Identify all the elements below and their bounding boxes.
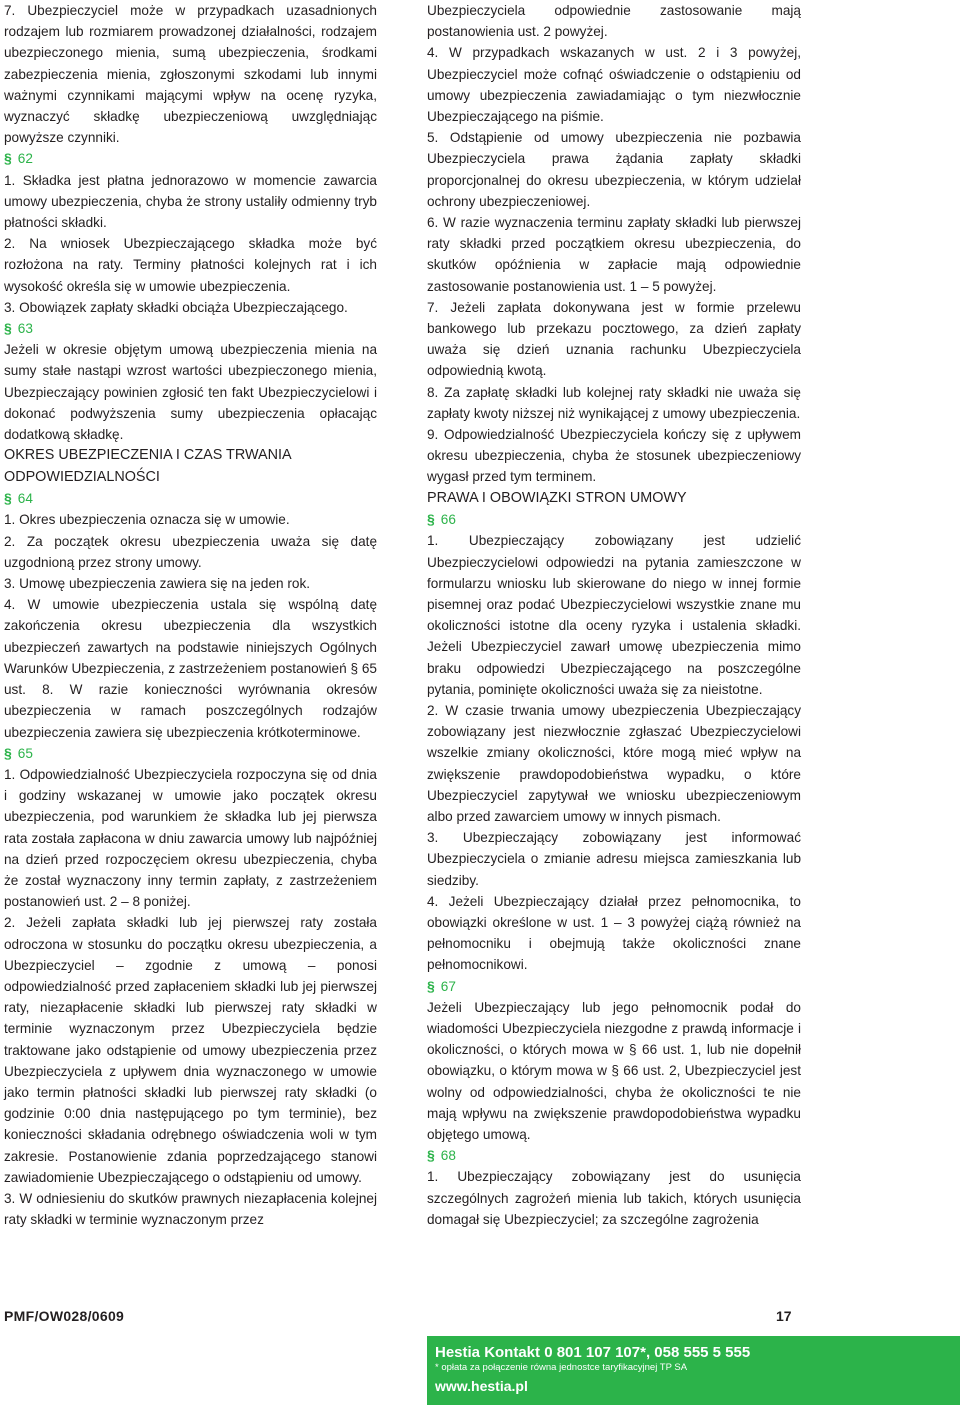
paragraph: 9. Odpowiedzialność Ubezpieczyciela kończy się z upływem okresu ubezpieczenia, chyba że stosunek ubezpieczeniowy wygasł przed tym terminem. xyxy=(427,427,801,485)
section-number-value: 67 xyxy=(440,978,456,994)
section-symbol: § xyxy=(4,490,12,507)
paragraph: Ubezpieczyciela odpowiednie zastosowanie mają postanowienia ust. 2 powyżej. xyxy=(427,3,801,40)
paragraph: 4. W przypadkach wskazanych w ust. 2 i 3 powyżej, Ubezpieczyciel może cofnąć oświadczenie o odstąpieniu od umowy ubezpieczenia zawiadamiając o tym niezwłocznie Ubezpieczającego na piśmie. xyxy=(427,45,801,125)
document-code: PMF/OW028/0609 xyxy=(4,1308,125,1324)
paragraph: 3. Ubezpieczający zobowiązany jest informować Ubezpieczyciela o zmianie adresu miejsca zamieszkania lub siedziby. xyxy=(427,830,801,888)
section-number-value: 68 xyxy=(440,1148,456,1164)
section-number xyxy=(4,743,377,764)
section-number xyxy=(4,318,377,339)
section-number xyxy=(427,976,801,997)
section-number-value: 66 xyxy=(440,512,456,528)
paragraph: 3. Umowę ubezpieczenia zawiera się na jeden rok. xyxy=(4,576,311,592)
section-symbol: § xyxy=(427,1147,435,1164)
section-number xyxy=(4,148,377,169)
paragraph: 4. W umowie ubezpieczenia ustala się wspólną datę zakończenia okresu ubezpieczenia dla wszystkich ubezpieczeń zawartych na podstawie niniejszych Ogólnych Warunków Ubezpieczenia, z zastrzeżeniem postanowień § 65 ust. 8. W razie konieczności wyrównania okresów ubezpieczenia w ramach poszczególnych rodzajów ubezpieczenia zawiera się ubezpieczenia krótkoterminowe. xyxy=(4,597,377,740)
section-number xyxy=(427,509,801,530)
section-number-value: 63 xyxy=(17,321,33,337)
paragraph: 3. W odniesieniu do skutków prawnych niezapłacenia kolejnej raty składki w terminie wyznaczonym przez xyxy=(4,1190,377,1228)
contact-banner xyxy=(427,1336,960,1405)
paragraph: 2. Na wniosek Ubezpieczającego składka może być rozłożona na raty. Terminy płatności kolejnych rat i ich wysokość określa się w umowie ubezpieczenia. xyxy=(4,236,377,294)
paragraph: Jeżeli w okresie objętym umową ubezpieczenia mienia na sumy stałe nastąpi wzrost wartości ubezpieczonego mienia, Ubezpieczający powinien zgłosić ten fakt Ubezpieczycielowi i dokonać podwyższenia sumy ubezpieczenia opłacając dodatkową składkę. xyxy=(4,342,377,443)
chapter-heading: OKRES UBEZPIECZENIA I CZAS TRWANIA ODPOWIEDZIALNOŚCI xyxy=(4,447,291,485)
paragraph: 1. Składka jest płatna jednorazowo w momencie zawarcia umowy ubezpieczenia, chyba że strony ustaliły odmienny tryb płatności składki. xyxy=(4,172,377,231)
section-symbol: § xyxy=(4,320,12,337)
paragraph: 8. Za zapłatę składki lub kolejnej raty składki nie uważa się zapłaty kwoty niższej niż wynikającej z umowy ubezpieczenia. xyxy=(427,384,801,421)
section-number xyxy=(4,488,377,509)
paragraph: 2. Jeżeli zapłata składki lub jej pierwszej raty została odroczona w stosunku do początku okresu ubezpieczenia, a Ubezpieczyciel – zgodnie z umową – ponosi odpowiedzialność przed zapłaceniem składki lub jej pierwszej raty, niezapłacenie składki lub pierwszej raty składki w terminie wyznaczonym przez Ubezpieczyciela będzie traktowane jako odstąpienie od umowy ubezpieczenia przez Ubezpieczyciela z upływem dnia wyznaczonego w umowie jako termin płatności składki lub pierwszej raty składki (o godzinie 0:00 dnia następującego po tym terminie), bez konieczności składania odrębnego oświadczenia woli w tym zakresie. Postanowienie zdania poprzedzającego stanowi zawiadomienie Ubezpieczającego o odstąpieniu od umowy. xyxy=(4,915,377,1185)
section-number xyxy=(427,1145,801,1166)
section-symbol: § xyxy=(4,744,12,761)
paragraph: 1. Ubezpieczający zobowiązany jest udzielić Ubezpieczycielowi odpowiedzi na pytania zamieszczone w formularzu wniosku lub skierowane do niego w innej formie pisemnej oraz podać Ubezpieczycielowi wszystkie znane mu okoliczności istotne dla oceny ryzyka i ustalenia składki. Jeżeli Ubezpieczyciel zawarł umowę ubezpieczenia mimo braku odpowiedzi Ubezpieczającego na poszczególne pytania, pominięte okoliczności uważa się za nieistotne. xyxy=(427,533,801,697)
section-symbol: § xyxy=(4,150,12,167)
contact-note: * opłata za połączenie równa jednostce taryfikacyjnej TP SA xyxy=(435,1362,688,1373)
section-number-value: 62 xyxy=(17,151,33,167)
paragraph: 7. Ubezpieczyciel może w przypadkach uzasadnionych rodzajem lub rozmiarem prowadzonej działalności, rodzajem ubezpieczonego mienia, sumą ubezpieczenia, środkami zabezpieczenia mienia, zgłoszonymi szkodami lub innymi ważnymi czynnikami mającymi wpływ na ocenę ryzyka, wyznaczyć składkę ubezpieczeniową uwzględniając powyższe czynniki. xyxy=(4,3,377,146)
right-column xyxy=(427,0,801,1230)
paragraph: 4. Jeżeli Ubezpieczający działał przez pełnomocnika, to obowiązki określone w ust. 1 – 3 powyżej ciążą również na pełnomocniku i obejmują także okoliczności znane pełnomocnikowi. xyxy=(427,893,801,973)
left-column xyxy=(4,0,377,1230)
paragraph: Jeżeli Ubezpieczający lub jego pełnomocnik podał do wiadomości Ubezpieczyciela niezgodne z prawdą informacje i okoliczności, o których mowa w § 66 ust. 1, lub nie dopełnił obowiązku, o którym mowa w § 66 ust. 2, Ubezpieczyciel jest wolny od odpowiedzialności, chyba że okoliczności te nie mają wpływu na zwiększenie prawdopodobieństwa wypadku objętego umową. xyxy=(427,999,801,1143)
section-symbol: § xyxy=(427,511,435,528)
paragraph: 2. W czasie trwania umowy ubezpieczenia Ubezpieczający zobowiązany jest niezwłocznie zgłaszać Ubezpieczycielowi wszelkie zmiany okoliczności, które mogą mieć wpływ na zwiększenie prawdopodobieństwa wypadku, o które Ubezpieczyciel zapytywał we wniosku ubezpieczeniowym albo przed zawarciem umowy w innych pismach. xyxy=(427,703,801,825)
chapter-heading: PRAWA I OBOWIĄZKI STRON UMOWY xyxy=(427,489,687,506)
paragraph: 3. Obowiązek zapłaty składki obciąża Ubezpieczającego. xyxy=(4,299,348,315)
paragraph: 1. Okres ubezpieczenia oznacza się w umowie. xyxy=(4,512,290,528)
section-number-value: 65 xyxy=(17,745,33,761)
paragraph: 5. Odstąpienie od umowy ubezpieczenia nie pozbawia Ubezpieczyciela prawa żądania zapłaty składki proporcjonalnej do okresu ubezpieczenia, w którym udzielał ochrony ubezpieczeniowej. xyxy=(427,130,801,209)
paragraph: 1. Odpowiedzialność Ubezpieczyciela rozpoczyna się od dnia i godziny wskazanej w umowie jako początek okresu ubezpieczenia, pod warunkiem że składka lub jej pierwsza rata została zapłacona w dniu zawarcia umowy lub najpóźniej na dzień przed rozpoczęciem okresu ubezpieczenia, chyba że został wyznaczony inny termin zapłaty, z zastrzeżeniem postanowień ust. 2 – 8 poniżej. xyxy=(4,766,377,910)
page-number: 17 xyxy=(776,1308,792,1324)
section-symbol: § xyxy=(427,977,435,994)
paragraph: 1. Ubezpieczający zobowiązany jest do usunięcia szczególnych zagrożeń mienia lub takich, których usunięcia domagał się Ubezpieczyciel; za szczególne zagrożenia xyxy=(427,1169,801,1227)
paragraph: 7. Jeżeli zapłata dokonywana jest w formie przelewu bankowego lub przekazu pocztowego, za dzień zapłaty uważa się dzień uznania rachunku Ubezpieczyciela odpowiednią kwotą. xyxy=(427,299,801,379)
paragraph: 6. W razie wyznaczenia terminu zapłaty składki lub pierwszej raty składki przed początkiem okresu ubezpieczenia, do skutków opóźnienia w zapłacie mają odpowiednie zastosowanie postanowienia ust. 1 – 5 powyżej. xyxy=(427,215,801,294)
contact-phone: Hestia Kontakt 0 801 107 107*, 058 555 5 555 xyxy=(435,1344,751,1361)
section-number-value: 64 xyxy=(17,491,33,507)
website-link[interactable]: www.hestia.pl xyxy=(435,1378,528,1394)
paragraph: 2. Za początek okresu ubezpieczenia uważa się datę uzgodnioną przez strony umowy. xyxy=(4,533,377,570)
